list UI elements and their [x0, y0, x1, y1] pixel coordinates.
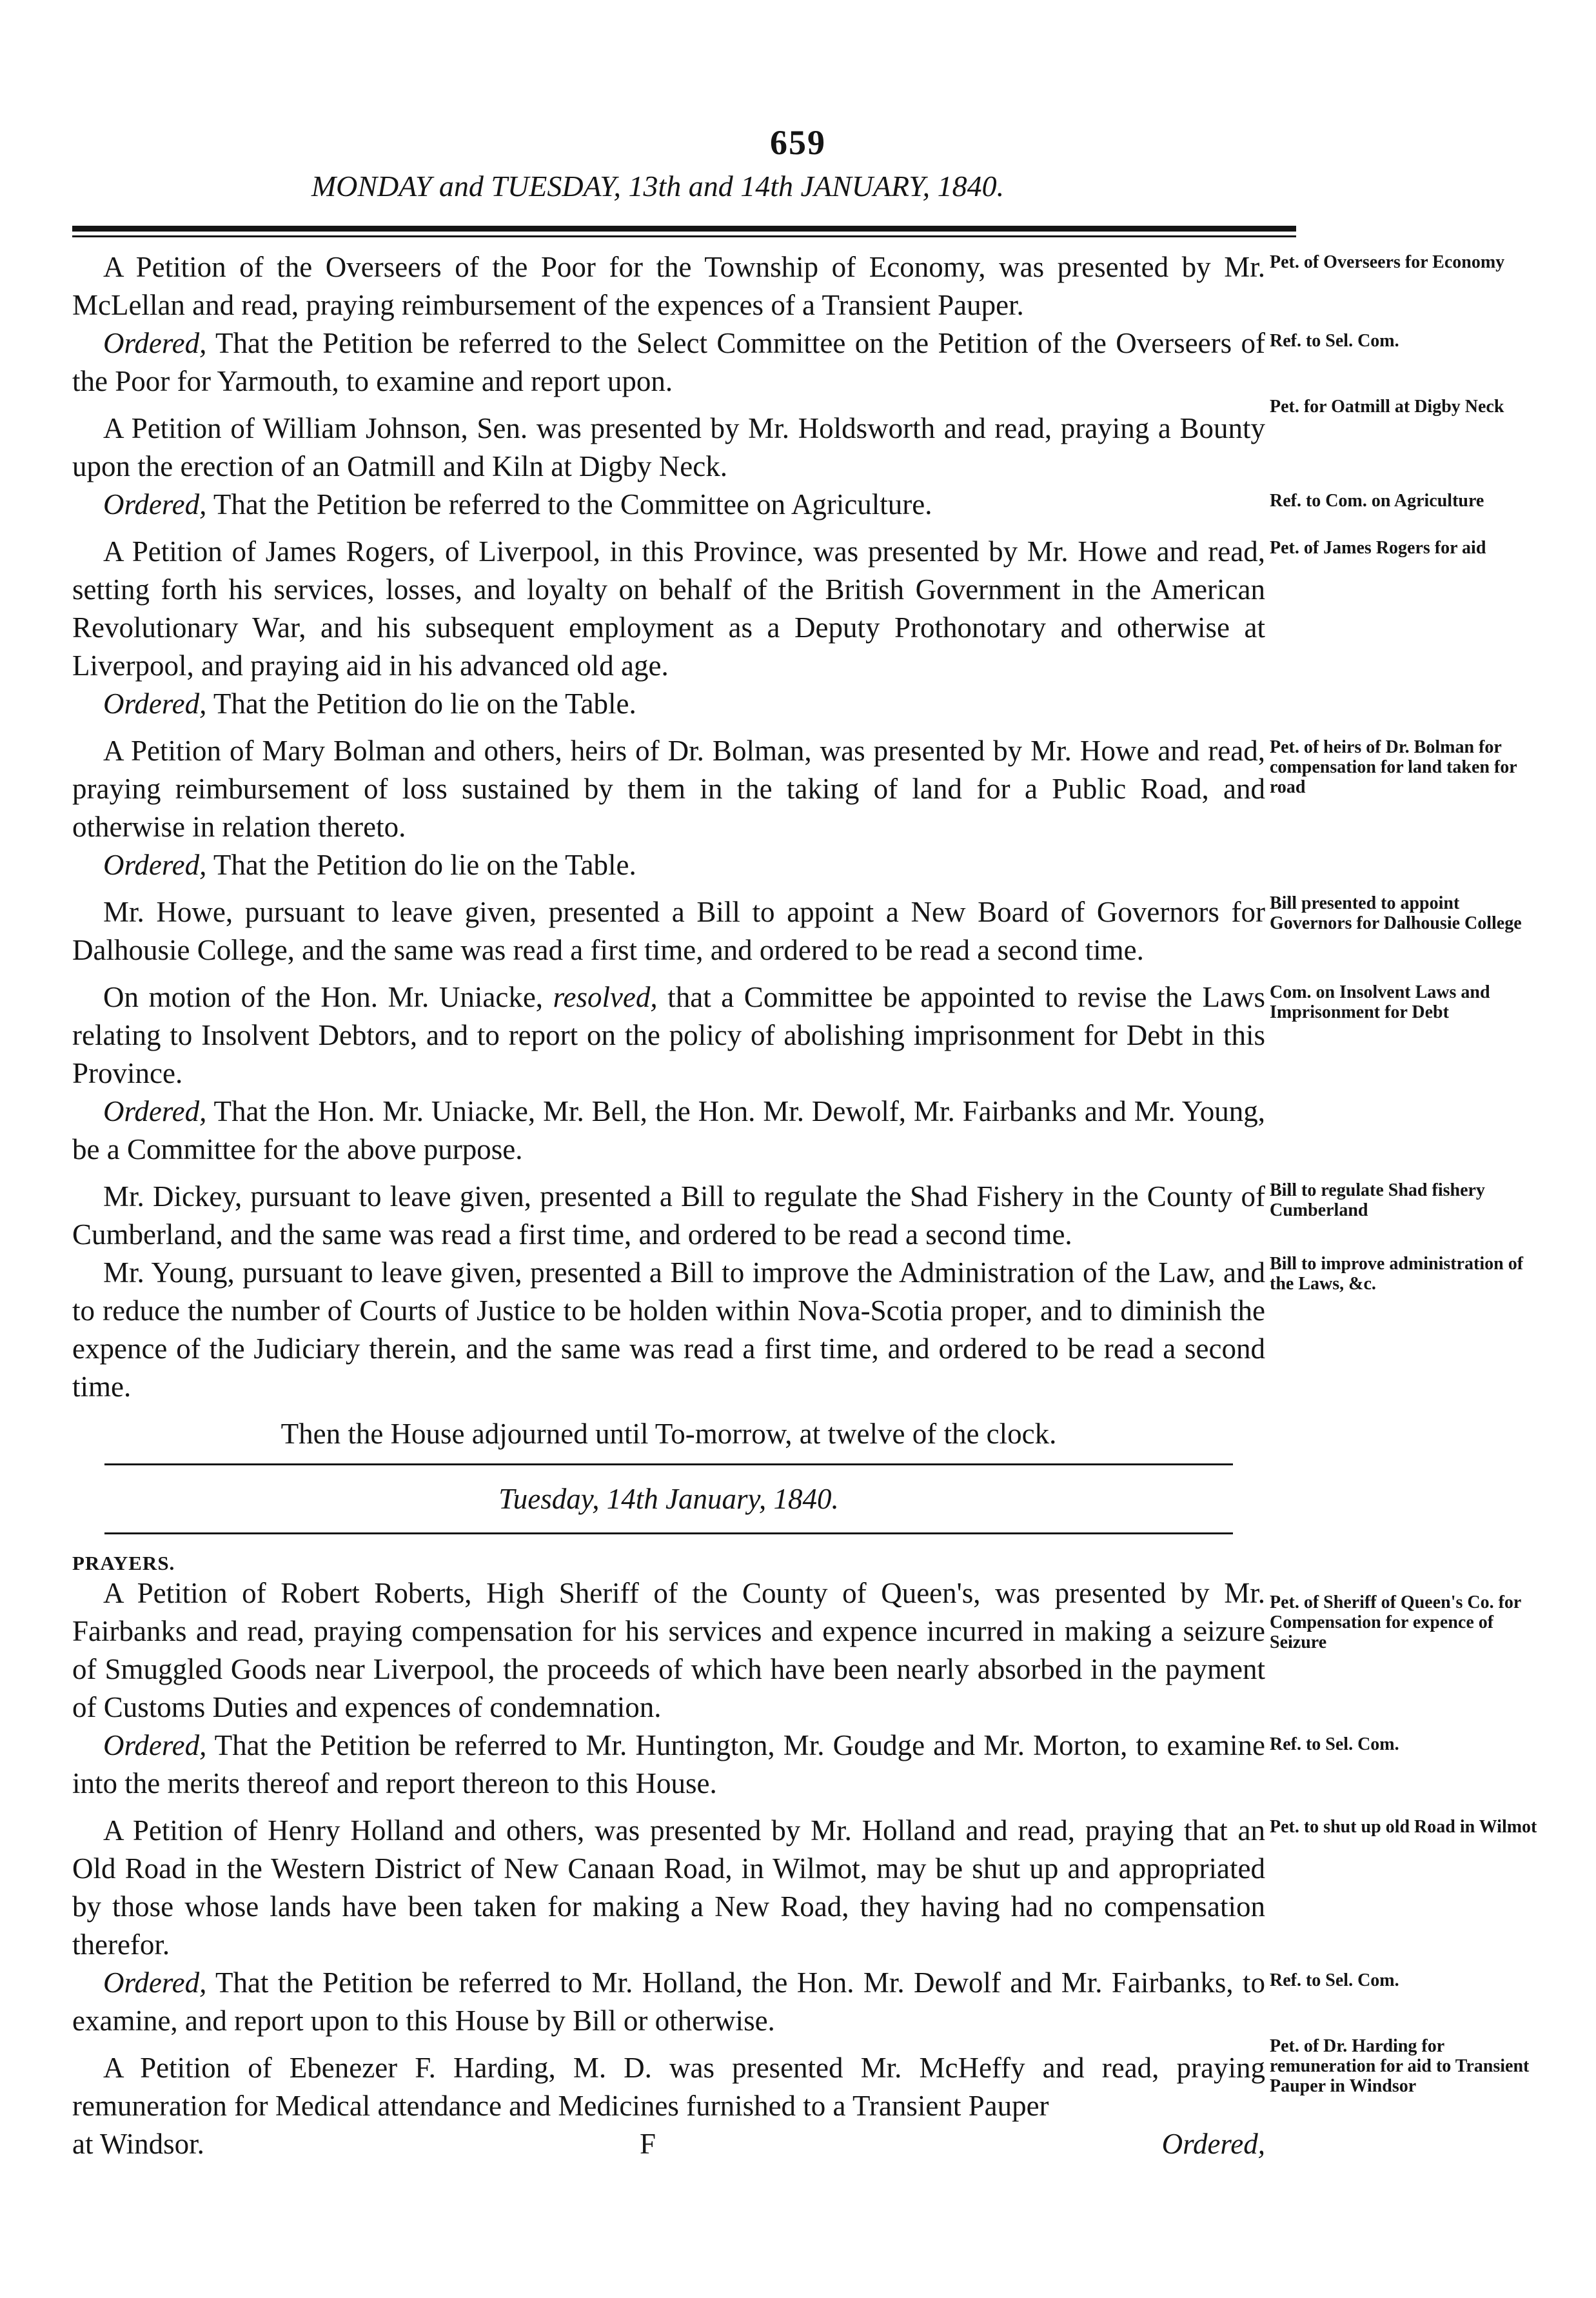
entry-ordered	[72, 324, 1399, 401]
header-rule-thick	[72, 226, 1296, 232]
entry-text: That the Petition be referred to Mr. Huntington, Mr. Goudge and Mr. Morton, to examine into the merits thereof and report thereon to this House.	[72, 1729, 1265, 1799]
entry-text: That the Petition be referred to the Select Committee on the Petition of the Overseers of the Poor for Yarmouth, to examine and report upon.	[72, 327, 1265, 397]
ordered-label: Ordered,	[103, 1966, 207, 1999]
last-line	[72, 2125, 1265, 2163]
entry-overseers-economy	[72, 248, 1505, 324]
margin-note: Pet. of Sheriff of Queen's Co. for Compensation for expence of Seizure	[1270, 1592, 1521, 1652]
last-line-text: at Windsor.	[72, 2128, 204, 2160]
entry-ordered	[72, 1964, 1399, 2040]
margin-note: Pet. for Oatmill at Digby Neck	[1270, 397, 1504, 417]
entry-insolvent-committee	[72, 978, 1490, 1093]
entry-roberts-sheriff	[72, 1574, 1521, 1727]
entry-holland-road	[72, 1812, 1537, 1964]
margin-note: Pet. of Dr. Harding for remuneration for aid to Transient Pauper in Windsor	[1270, 2036, 1530, 2096]
entry-text: A Petition of Ebenezer F. Harding, M. D. was presented Mr. McHeffy and read, praying remuneration for Medical attendance and Medicines furnished to a Transient Pauper	[72, 2052, 1265, 2122]
margin-note: Pet. to shut up old Road in Wilmot	[1270, 1817, 1537, 1837]
ordered-label: Ordered,	[103, 1095, 207, 1127]
margin-note: Ref. to Com. on Agriculture	[1270, 491, 1484, 511]
page-number: 659	[770, 123, 826, 162]
margin-note: Ref. to Sel. Com.	[1270, 1970, 1399, 1990]
entry-ordered	[72, 486, 1484, 524]
entry-text: That the Hon. Mr. Uniacke, Mr. Bell, the Hon. Mr. Dewolf, Mr. Fairbanks and Mr. Young, be a Committee for the above purpose.	[72, 1095, 1265, 1165]
margin-note: Pet. of Overseers for Economy	[1270, 252, 1505, 272]
entry-ordered	[72, 685, 1265, 723]
entry-text: A Petition of Robert Roberts, High Sheriff of the County of Queen's, was presented by Mr. Fairbanks and read, praying compensation for his services and expence incurred in making a seizure of Smuggled Goods near Liverpool, the proceeds of which have been nearly absorbed in the payment of Customs Duties and expences of condemnation.	[72, 1577, 1265, 1723]
entry-text: Mr. Howe, pursuant to leave given, presented a Bill to appoint a New Board of Governors for Dalhousie College, and the same was read a first time, and ordered to be read a second time.	[72, 896, 1265, 966]
divider-rule	[104, 1532, 1233, 1534]
signature-mark: F	[640, 2128, 656, 2160]
divider-rule	[104, 1463, 1233, 1465]
entry-shad-fishery-bill	[72, 1178, 1485, 1254]
margin-note: Com. on Insolvent Laws and Imprisonment for Debt	[1270, 982, 1490, 1022]
entry-text: A Petition of James Rogers, of Liverpool, in this Province, was presented by Mr. Howe and read, setting forth his services, losses, and loyalty on behalf of the British Government in the American Revolutionary War, and his subsequent employment as a Deputy Prothonotary and otherwise at Liverpool, and praying aid in his advanced old age.	[72, 535, 1265, 682]
margin-note: Bill to regulate Shad fishery Cumberland	[1270, 1180, 1485, 1220]
margin-note: Bill presented to appoint Governors for Dalhousie College	[1270, 893, 1522, 933]
entry-text: Mr. Dickey, pursuant to leave given, presented a Bill to regulate the Shad Fishery in the County of Cumberland, and the same was read a first time, and ordered to be read a second time.	[72, 1180, 1265, 1251]
entry-oatmill	[72, 397, 1504, 486]
entry-text: That the Petition be referred to the Committee on Agriculture.	[206, 488, 932, 520]
entry-text: A Petition of Henry Holland and others, was presented by Mr. Holland and read, praying that an Old Road in the Western District of New Canaan Road, in Wilmot, may be shut up and appropriated by those whose lands have been taken for making a New Road, they having had no compensation therefor.	[72, 1814, 1265, 1961]
entry-ordered	[72, 846, 1265, 884]
entry-harding	[72, 2036, 1530, 2125]
margin-note: Bill to improve administration of the Laws, &c.	[1270, 1254, 1524, 1294]
entry-dalhousie-bill	[72, 893, 1522, 969]
entry-text: A Petition of the Overseers of the Poor for the Township of Economy, was presented by Mr. McLellan and read, praying reimbursement of the expences of a Transient Pauper.	[72, 251, 1265, 321]
entry-text: that a Committee be appointed to revise the Laws relating to Insolvent Debtors, and to report on the policy of abolishing imprisonment for Debt in this Province.	[72, 981, 1265, 1089]
ordered-label: Ordered,	[103, 488, 207, 520]
entry-ordered	[72, 1727, 1399, 1803]
header-rule-thin	[72, 235, 1296, 237]
entry-text: That the Petition do lie on the Table.	[206, 688, 636, 720]
ordered-label: Ordered,	[103, 327, 207, 359]
entry-text: A Petition of William Johnson, Sen. was presented by Mr. Holdsworth and read, praying a Bounty upon the erection of an Oatmill and Kiln at Digby Neck.	[72, 412, 1265, 482]
journal-body	[72, 248, 1537, 2163]
entry-adjourned	[72, 1415, 1265, 1453]
entry-bolman	[72, 732, 1517, 846]
entry-ordered	[72, 1093, 1265, 1169]
entry-text: Mr. Young, pursuant to leave given, presented a Bill to improve the Administration of the Law, and to reduce the number of Courts of Justice to be holden within Nova-Scotia proper, and to diminish the expence of the Judiciary therein, and the same was read a first time, and ordered to be read a second time.	[72, 1256, 1265, 1403]
catchword: Ordered,	[1161, 2128, 1265, 2160]
margin-note: Ref. to Sel. Com.	[1270, 1734, 1399, 1754]
margin-note: Pet. of James Rogers for aid	[1270, 538, 1486, 558]
entry-text: On motion of the Hon. Mr. Uniacke,	[103, 981, 553, 1013]
ordered-label: Ordered,	[103, 1729, 207, 1761]
margin-note: Ref. to Sel. Com.	[1270, 331, 1399, 351]
day-heading: Tuesday, 14th January, 1840.	[498, 1483, 839, 1515]
entry-text: That the Petition do lie on the Table.	[206, 849, 636, 881]
day-heading-block	[72, 1463, 1265, 1534]
ordered-label: Ordered,	[103, 688, 207, 720]
entry-text: A Petition of Mary Bolman and others, heirs of Dr. Bolman, was presented by Mr. Howe and read, praying reimbursement of loss sustained by them in the taking of land for a Public Road, and otherwise in relation thereto.	[72, 735, 1265, 843]
entry-text: That the Petition be referred to Mr. Holland, the Hon. Mr. Dewolf and Mr. Fairbanks, to examine, and report upon to this House by Bill or otherwise.	[72, 1966, 1265, 2037]
adjourned-text: Then the House adjourned until To-morrow, at twelve of the clock.	[281, 1418, 1057, 1450]
prayers-heading: PRAYERS.	[72, 1552, 175, 1574]
resolved-label: resolved,	[553, 981, 658, 1013]
ordered-label: Ordered,	[103, 849, 207, 881]
entry-rogers	[72, 533, 1486, 685]
running-head: MONDAY and TUESDAY, 13th and 14th JANUARY, 1840.	[311, 170, 1005, 203]
entry-administration-bill	[72, 1254, 1524, 1406]
margin-note: Pet. of heirs of Dr. Bolman for compensation for land taken for road	[1270, 737, 1517, 797]
